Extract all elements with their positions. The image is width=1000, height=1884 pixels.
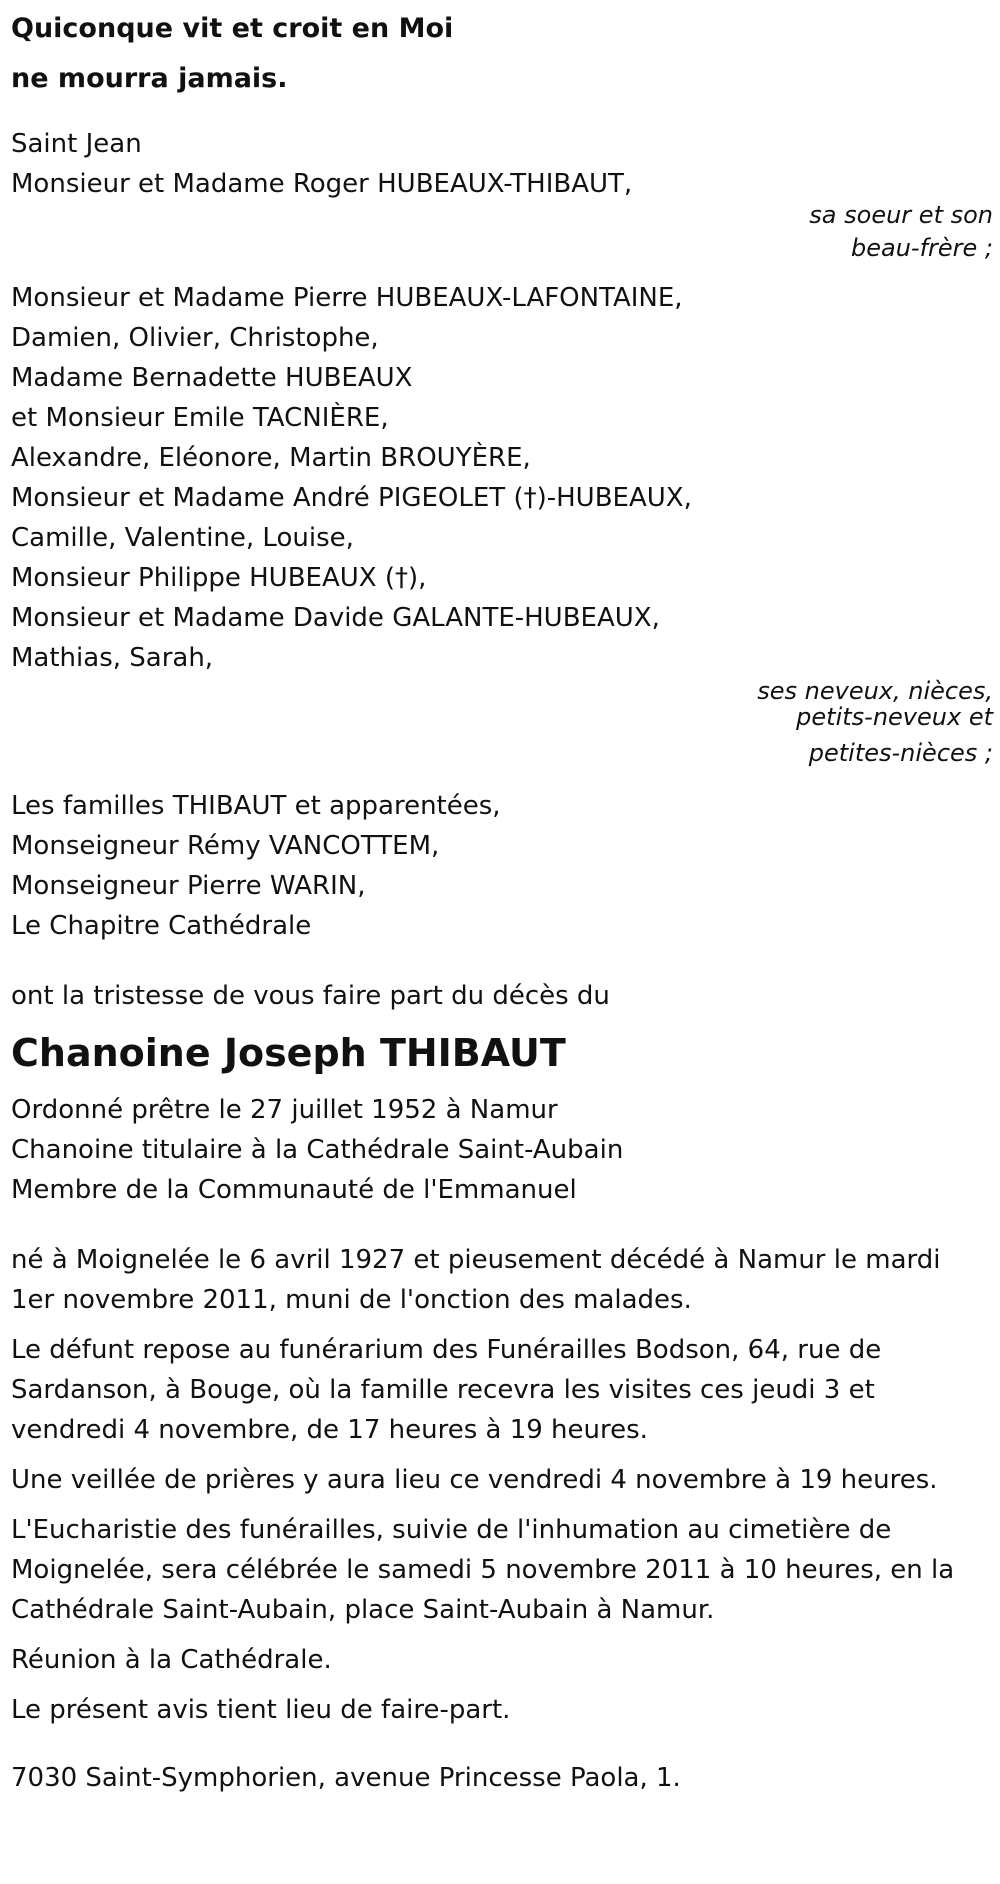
relation-line: petites-nièces ; xyxy=(808,739,993,767)
family-line: Camille, Valentine, Louise, xyxy=(11,523,354,553)
paragraph: Le présent avis tient lieu de faire-part. xyxy=(11,1695,511,1725)
paragraph: Le défunt repose au funérarium des Funérailles Bodson, 64, rue de Sardanson, à Bouge, où la famille recevra les visites ces jeudi 3 et vendredi 4 novembre, de 17 heures à 19 heures. xyxy=(11,1335,882,1445)
family-line: Monsieur et Madame André PIGEOLET (†)-HUBEAUX, xyxy=(11,483,692,513)
family-line: Monseigneur Rémy VANCOTTEM, xyxy=(11,831,440,861)
family-line: Alexandre, Eléonore, Martin BROUYÈRE, xyxy=(11,443,531,473)
family-line: Monsieur Philippe HUBEAUX (†), xyxy=(11,563,427,593)
paragraph: Une veillée de prières y aura lieu ce vendredi 4 novembre à 19 heures. xyxy=(11,1465,938,1495)
title-line: Membre de la Communauté de l'Emmanuel xyxy=(11,1175,577,1205)
family-line: Monsieur et Madame Roger HUBEAUX-THIBAUT, xyxy=(11,169,633,199)
family-line: Monseigneur Pierre WARIN, xyxy=(11,871,366,901)
family-line: Damien, Olivier, Christophe, xyxy=(11,323,379,353)
title-line: Ordonné prêtre le 27 juillet 1952 à Namur xyxy=(11,1095,558,1125)
family-line: Le Chapitre Cathédrale xyxy=(11,911,312,941)
death-notice xyxy=(11,4,991,1798)
family-line: Les familles THIBAUT et apparentées, xyxy=(11,791,501,821)
address: 7030 Saint-Symphorien, avenue Princesse Paola, 1. xyxy=(11,1763,681,1793)
relation-line: ses neveux, nièces, xyxy=(757,677,993,705)
title-line: Chanoine titulaire à la Cathédrale Saint-Aubain xyxy=(11,1135,624,1165)
relation-line: petits-neveux et xyxy=(796,703,993,731)
verse-line-1: Quiconque vit et croit en Moi xyxy=(11,13,454,44)
announcement: ont la tristesse de vous faire part du décès du xyxy=(11,981,610,1011)
family-line: Madame Bernadette HUBEAUX xyxy=(11,363,413,393)
paragraph: né à Moignelée le 6 avril 1927 et pieusement décédé à Namur le mardi 1er novembre 2011, muni de l'onction des malades. xyxy=(11,1245,941,1315)
deceased-name: Chanoine Joseph THIBAUT xyxy=(11,1031,566,1075)
verse-source: Saint Jean xyxy=(11,129,142,159)
family-line: Monsieur et Madame Pierre HUBEAUX-LAFONTAINE, xyxy=(11,283,683,313)
relation-line: beau-frère ; xyxy=(850,234,993,262)
family-line: et Monsieur Emile TACNIÈRE, xyxy=(11,403,389,433)
paragraph: Réunion à la Cathédrale. xyxy=(11,1645,332,1675)
paragraph: L'Eucharistie des funérailles, suivie de l'inhumation au cimetière de Moignelée, sera célébrée le samedi 5 novembre 2011 à 10 heures, en la Cathédrale Saint-Aubain, place Saint-Aubain à Namur. xyxy=(11,1515,955,1625)
family-line: Monsieur et Madame Davide GALANTE-HUBEAUX, xyxy=(11,603,660,633)
relation-line: sa soeur et son xyxy=(809,201,993,229)
verse-line-2: ne mourra jamais. xyxy=(11,63,288,94)
family-line: Mathias, Sarah, xyxy=(11,643,214,673)
